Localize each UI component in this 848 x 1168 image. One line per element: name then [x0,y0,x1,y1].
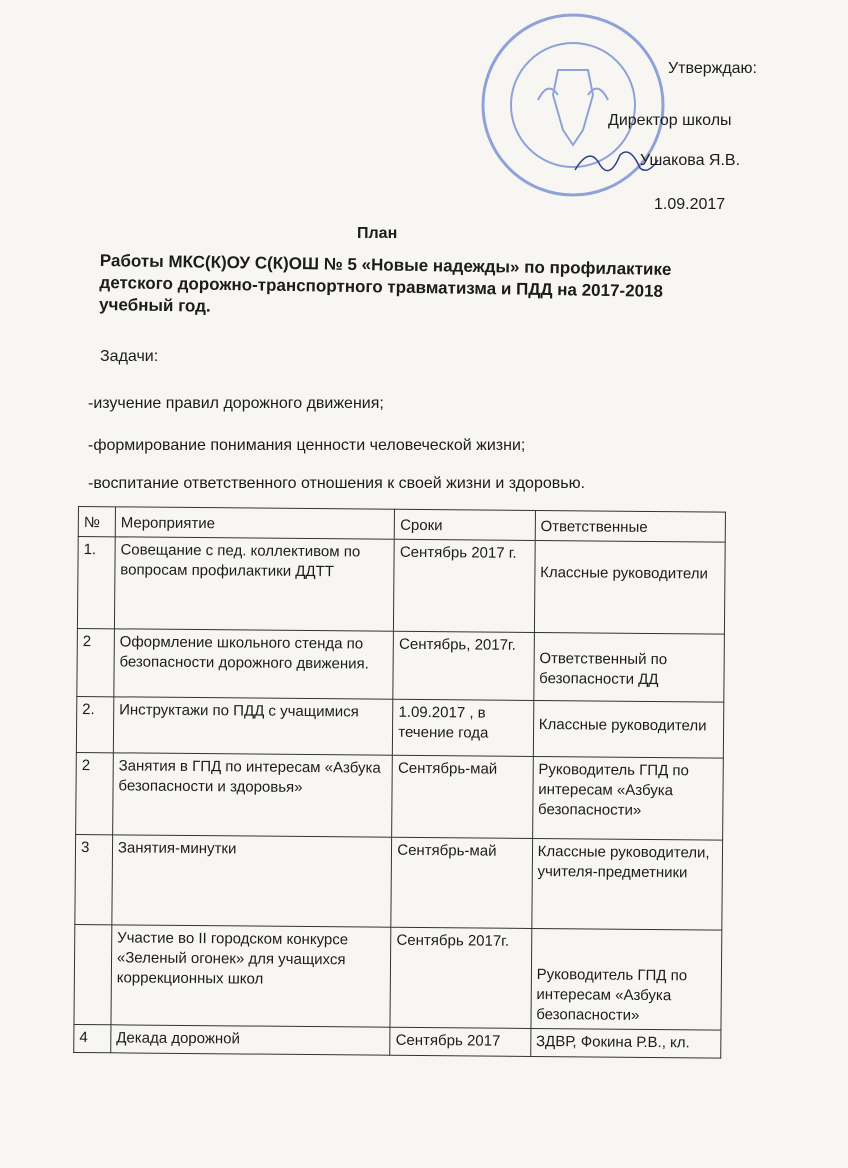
table-row [77,628,725,702]
cell-number: 2 [77,628,114,696]
table-row [77,537,725,635]
cell-term: Сентябрь-май [391,837,532,928]
table-row [74,924,722,1030]
cell-term: Сентябрь, 2017г. [393,631,534,700]
cell-responsible: Классные руководители [533,700,724,758]
cell-event: Оформление школьного стенда по безопасности дорожного движения. [114,629,394,699]
approval-heading: Утверждаю: [668,60,757,77]
cell-responsible: Руководитель ГПД по интересам «Азбука безопасности» [532,756,723,840]
cell-number [74,924,112,1024]
events-table [73,506,726,1059]
tasks-label: Задачи: [100,348,159,365]
approval-date: 1.09.2017 [654,196,726,213]
cell-term: Сентябрь 2017г. [390,927,531,1028]
header-number: № [78,507,115,537]
table-row [75,834,723,930]
plan-subtitle: Работы МКС(К)ОУ С(К)ОШ № 5 «Новые надежды» по профилактике детского дорожно-транспортного травматизма и ПДД на 2017-2018 учебный год. [98,250,672,316]
cell-number: 3 [75,834,113,924]
cell-event: Занятия-минутки [112,835,392,927]
cell-term: Сентябрь-май [392,755,533,838]
table-row [74,1024,721,1058]
cell-responsible: Классные руководители, учителя-предметники [532,838,723,930]
table-row [76,752,724,840]
cell-event: Занятия в ГПД по интересам «Азбука безопасности и здоровья» [113,753,393,837]
header-responsible: Ответственные [535,510,726,542]
task-item: -формирование понимания ценности человеческой жизни; [88,437,526,454]
cell-number: 2. [76,696,113,752]
cell-event: Инструктажи по ПДД с учащимися [113,697,393,755]
cell-event: Участие во II городском конкурсе «Зеленый огонек» для учащихся коррекционных школ [111,925,391,1027]
cell-number: 1. [77,537,115,629]
cell-number: 2 [76,752,114,834]
cell-term: Сентябрь 2017 г. [394,539,535,632]
cell-responsible: ЗДВР, Фокина Р.В., кл. [530,1028,721,1058]
cell-event: Совещание с пед. коллективом по вопросам профилактики ДДТТ [114,537,394,631]
task-item: -воспитание ответственного отношения к своей жизни и здоровью. [88,475,586,492]
approval-name: Ушакова Я.В. [640,152,741,169]
header-event: Мероприятие [115,507,395,539]
table-row [76,696,723,758]
plan-title: План [357,225,398,242]
cell-number: 4 [74,1024,111,1052]
header-term: Сроки [394,509,535,540]
cell-term: Сентябрь 2017 [390,1027,531,1056]
cell-event: Декада дорожной [111,1025,391,1055]
task-item: -изучение правил дорожного движения; [88,395,384,412]
approval-position: Директор школы [608,112,732,129]
cell-responsible: Классные руководители [534,540,725,634]
cell-term: 1.09.2017 , в течение года [393,699,534,756]
cell-responsible: Руководитель ГПД по интересам «Азбука безопасности» [531,928,722,1030]
cell-responsible: Ответственный по безопасности ДД [534,632,725,702]
